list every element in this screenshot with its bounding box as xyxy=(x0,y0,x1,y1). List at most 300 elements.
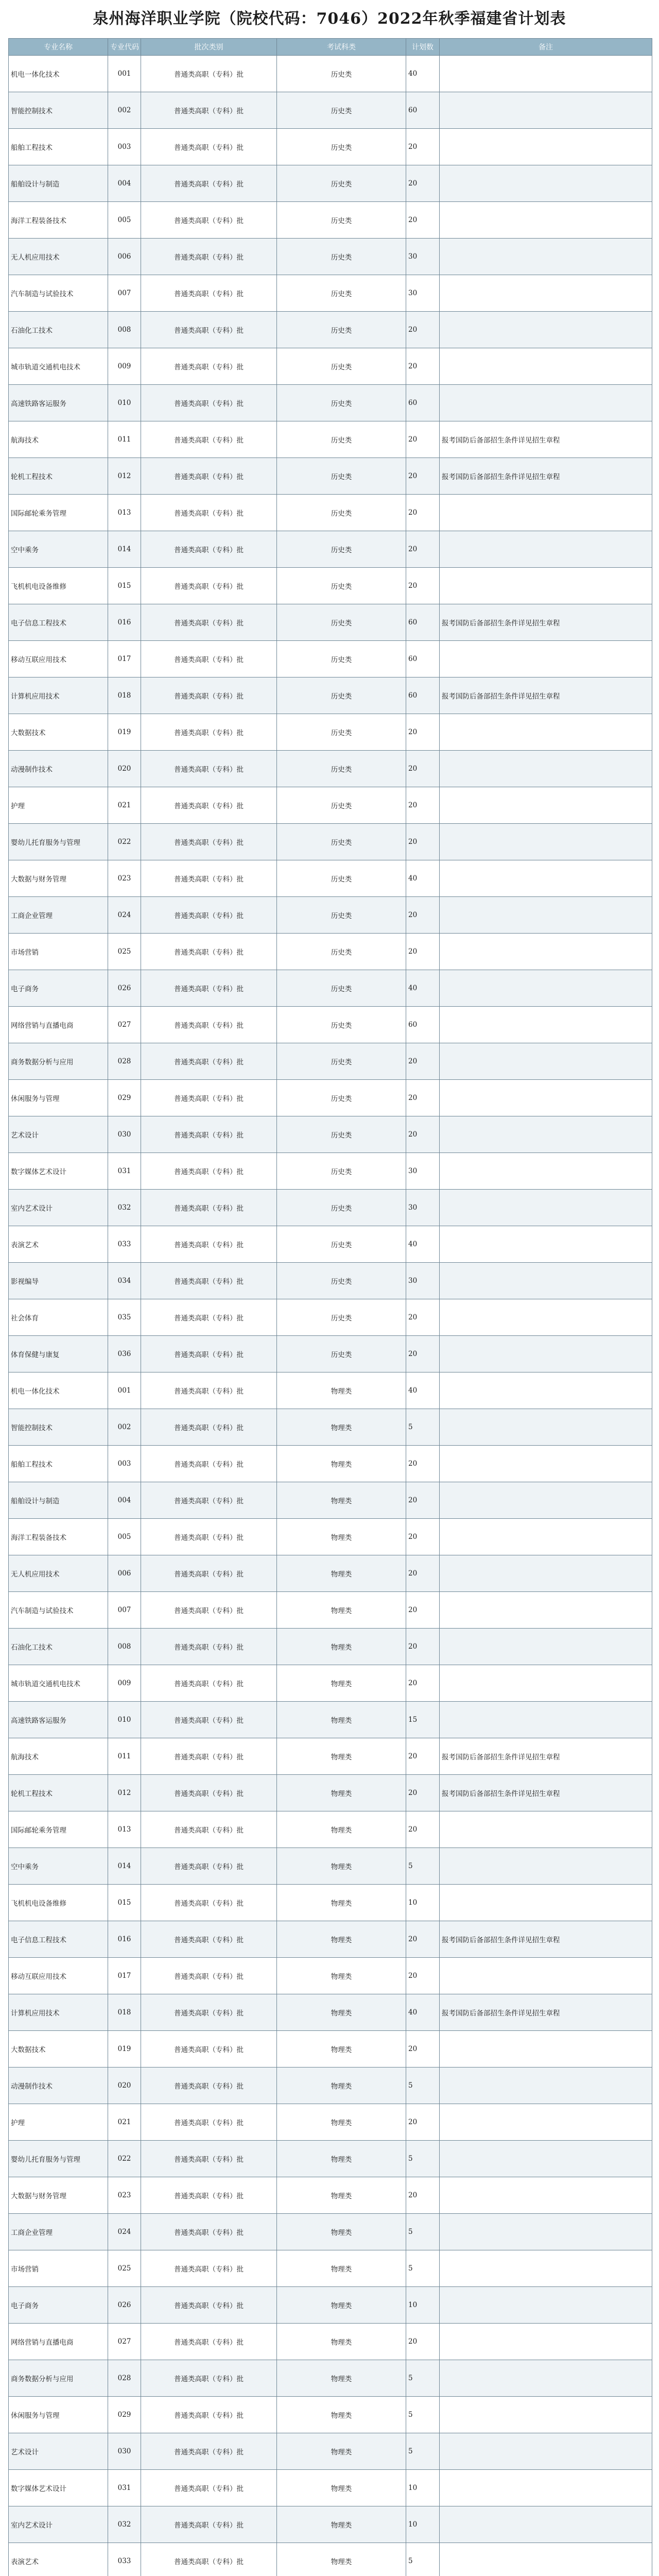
table-row xyxy=(9,2031,652,2067)
page-title: 泉州海洋职业学院（院校代码：7046）2022年秋季福建省计划表 xyxy=(93,10,566,28)
level-cell: 普通类高职（专科）批 xyxy=(141,1446,277,1482)
level-cell: 普通类高职（专科）批 xyxy=(141,239,277,275)
major-code-cell: 023 xyxy=(108,2177,141,2214)
level-cell: 普通类高职（专科）批 xyxy=(141,2470,277,2506)
major-name-cell: 电子商务 xyxy=(9,970,108,1007)
level-cell: 普通类高职（专科）批 xyxy=(141,348,277,385)
note-cell xyxy=(440,2287,652,2324)
category-cell: 物理类 xyxy=(277,2214,406,2250)
major-name-cell: 社会体育 xyxy=(9,1299,108,1336)
table-row xyxy=(9,2067,652,2104)
category-cell: 历史类 xyxy=(277,239,406,275)
major-code-cell: 004 xyxy=(108,165,141,202)
table-row xyxy=(9,1519,652,1555)
plan-count-cell: 20 xyxy=(406,1958,440,1994)
major-code-cell: 030 xyxy=(108,1116,141,1153)
category-cell: 物理类 xyxy=(277,2287,406,2324)
note-cell xyxy=(440,897,652,934)
major-name-cell: 机电一体化技术 xyxy=(9,1372,108,1409)
major-code-cell: 017 xyxy=(108,641,141,677)
level-cell: 普通类高职（专科）批 xyxy=(141,458,277,495)
table-row xyxy=(9,92,652,129)
category-cell: 历史类 xyxy=(277,934,406,970)
plan-count-cell: 40 xyxy=(406,56,440,92)
level-cell: 普通类高职（专科）批 xyxy=(141,1994,277,2031)
level-cell: 普通类高职（专科）批 xyxy=(141,385,277,421)
note-cell: 报考国防后备部招生条件详见招生章程 xyxy=(440,604,652,641)
plan-count-cell: 20 xyxy=(406,1519,440,1555)
major-name-cell: 表演艺术 xyxy=(9,1226,108,1263)
major-name-cell: 飞机机电设备维修 xyxy=(9,1885,108,1921)
note-cell xyxy=(440,92,652,129)
major-code-cell: 029 xyxy=(108,1080,141,1116)
table-row xyxy=(9,1958,652,1994)
table-row xyxy=(9,56,652,92)
major-name-cell: 工商企业管理 xyxy=(9,2214,108,2250)
plan-count-cell: 20 xyxy=(406,2324,440,2360)
level-cell: 普通类高职（专科）批 xyxy=(141,1885,277,1921)
plan-count-cell: 20 xyxy=(406,714,440,751)
major-name-cell: 汽车制造与试验技术 xyxy=(9,275,108,312)
major-name-cell: 婴幼儿托育服务与管理 xyxy=(9,2141,108,2177)
table-row xyxy=(9,714,652,751)
level-cell: 普通类高职（专科）批 xyxy=(141,1153,277,1190)
note-cell xyxy=(440,2360,652,2397)
level-cell: 普通类高职（专科）批 xyxy=(141,1555,277,1592)
level-cell: 普通类高职（专科）批 xyxy=(141,1080,277,1116)
note-cell xyxy=(440,531,652,568)
level-cell: 普通类高职（专科）批 xyxy=(141,860,277,897)
table-row xyxy=(9,1775,652,1811)
category-cell: 物理类 xyxy=(277,1446,406,1482)
table-row xyxy=(9,1299,652,1336)
major-code-cell: 003 xyxy=(108,1446,141,1482)
plan-count-cell: 20 xyxy=(406,1738,440,1775)
table-row xyxy=(9,239,652,275)
major-code-cell: 020 xyxy=(108,2067,141,2104)
category-cell: 历史类 xyxy=(277,1226,406,1263)
table-row xyxy=(9,1446,652,1482)
major-code-cell: 027 xyxy=(108,2324,141,2360)
major-name-cell: 电子信息工程技术 xyxy=(9,604,108,641)
header-note: 备注 xyxy=(440,39,652,56)
table-row xyxy=(9,495,652,531)
category-cell: 历史类 xyxy=(277,531,406,568)
category-cell: 历史类 xyxy=(277,1116,406,1153)
major-name-cell: 航海技术 xyxy=(9,1738,108,1775)
level-cell: 普通类高职（专科）批 xyxy=(141,1921,277,1958)
category-cell: 物理类 xyxy=(277,1519,406,1555)
level-cell: 普通类高职（专科）批 xyxy=(141,1190,277,1226)
plan-count-cell: 5 xyxy=(406,2250,440,2287)
category-cell: 历史类 xyxy=(277,1043,406,1080)
category-cell: 物理类 xyxy=(277,2141,406,2177)
note-cell xyxy=(440,568,652,604)
major-name-cell: 城市轨道交通机电技术 xyxy=(9,348,108,385)
category-cell: 历史类 xyxy=(277,568,406,604)
major-code-cell: 024 xyxy=(108,2214,141,2250)
category-cell: 物理类 xyxy=(277,2177,406,2214)
note-cell xyxy=(440,1629,652,1665)
major-name-cell: 国际邮轮乘务管理 xyxy=(9,495,108,531)
major-name-cell: 市场营销 xyxy=(9,2250,108,2287)
level-cell: 普通类高职（专科）批 xyxy=(141,1738,277,1775)
major-name-cell: 石油化工技术 xyxy=(9,312,108,348)
plan-count-cell: 20 xyxy=(406,1080,440,1116)
note-cell xyxy=(440,1555,652,1592)
note-cell xyxy=(440,2031,652,2067)
table-row xyxy=(9,2360,652,2397)
plan-count-cell: 20 xyxy=(406,2031,440,2067)
note-cell xyxy=(440,1043,652,1080)
level-cell: 普通类高职（专科）批 xyxy=(141,275,277,312)
level-cell: 普通类高职（专科）批 xyxy=(141,1702,277,1738)
major-name-cell: 大数据与财务管理 xyxy=(9,860,108,897)
note-cell xyxy=(440,2324,652,2360)
table-row xyxy=(9,1921,652,1958)
major-name-cell: 数字媒体艺术设计 xyxy=(9,1153,108,1190)
category-cell: 物理类 xyxy=(277,2250,406,2287)
category-cell: 历史类 xyxy=(277,275,406,312)
level-cell: 普通类高职（专科）批 xyxy=(141,312,277,348)
major-name-cell: 国际邮轮乘务管理 xyxy=(9,1811,108,1848)
major-name-cell: 室内艺术设计 xyxy=(9,1190,108,1226)
major-name-cell: 飞机机电设备维修 xyxy=(9,568,108,604)
table-row xyxy=(9,824,652,860)
major-code-cell: 024 xyxy=(108,897,141,934)
table-row xyxy=(9,1336,652,1372)
plan-count-cell: 30 xyxy=(406,1263,440,1299)
note-cell xyxy=(440,2214,652,2250)
table-row xyxy=(9,312,652,348)
category-cell: 历史类 xyxy=(277,92,406,129)
table-row xyxy=(9,2214,652,2250)
major-name-cell: 影视编导 xyxy=(9,1263,108,1299)
header-level: 批次类别 xyxy=(141,39,277,56)
note-cell xyxy=(440,129,652,165)
level-cell: 普通类高职（专科）批 xyxy=(141,1263,277,1299)
plan-count-cell: 40 xyxy=(406,1372,440,1409)
note-cell xyxy=(440,1226,652,1263)
note-cell xyxy=(440,1116,652,1153)
major-name-cell: 船舶设计与制造 xyxy=(9,165,108,202)
major-name-cell: 空中乘务 xyxy=(9,1848,108,1885)
major-name-cell: 机电一体化技术 xyxy=(9,56,108,92)
category-cell: 历史类 xyxy=(277,824,406,860)
plan-table xyxy=(8,38,652,2576)
level-cell: 普通类高职（专科）批 xyxy=(141,568,277,604)
plan-count-cell: 20 xyxy=(406,1336,440,1372)
major-code-cell: 008 xyxy=(108,1629,141,1665)
level-cell: 普通类高职（专科）批 xyxy=(141,129,277,165)
level-cell: 普通类高职（专科）批 xyxy=(141,1116,277,1153)
plan-count-cell: 60 xyxy=(406,604,440,641)
table-row xyxy=(9,641,652,677)
level-cell: 普通类高职（专科）批 xyxy=(141,495,277,531)
major-code-cell: 007 xyxy=(108,275,141,312)
note-cell xyxy=(440,2104,652,2141)
level-cell: 普通类高职（专科）批 xyxy=(141,202,277,239)
major-name-cell: 休闲服务与管理 xyxy=(9,1080,108,1116)
major-code-cell: 026 xyxy=(108,2287,141,2324)
plan-count-cell: 30 xyxy=(406,239,440,275)
major-name-cell: 船舶工程技术 xyxy=(9,1446,108,1482)
major-code-cell: 018 xyxy=(108,677,141,714)
level-cell: 普通类高职（专科）批 xyxy=(141,934,277,970)
category-cell: 历史类 xyxy=(277,312,406,348)
level-cell: 普通类高职（专科）批 xyxy=(141,1409,277,1446)
level-cell: 普通类高职（专科）批 xyxy=(141,1519,277,1555)
note-cell xyxy=(440,202,652,239)
table-row xyxy=(9,934,652,970)
major-code-cell: 021 xyxy=(108,787,141,824)
category-cell: 物理类 xyxy=(277,1921,406,1958)
major-code-cell: 015 xyxy=(108,1885,141,1921)
table-row xyxy=(9,677,652,714)
plan-count-cell: 20 xyxy=(406,1116,440,1153)
level-cell: 普通类高职（专科）批 xyxy=(141,787,277,824)
plan-count-cell: 20 xyxy=(406,897,440,934)
note-cell xyxy=(440,1519,652,1555)
major-code-cell: 027 xyxy=(108,1007,141,1043)
table-row xyxy=(9,1738,652,1775)
note-cell xyxy=(440,1885,652,1921)
note-cell xyxy=(440,1848,652,1885)
note-cell xyxy=(440,1336,652,1372)
major-code-cell: 010 xyxy=(108,385,141,421)
level-cell: 普通类高职（专科）批 xyxy=(141,2214,277,2250)
table-header-row xyxy=(9,39,652,56)
note-cell xyxy=(440,2250,652,2287)
plan-count-cell: 60 xyxy=(406,1007,440,1043)
plan-count-cell: 20 xyxy=(406,421,440,458)
table-row xyxy=(9,604,652,641)
major-name-cell: 移动互联应用技术 xyxy=(9,641,108,677)
plan-count-cell: 20 xyxy=(406,934,440,970)
table-row xyxy=(9,531,652,568)
table-row xyxy=(9,787,652,824)
major-name-cell: 工商企业管理 xyxy=(9,897,108,934)
category-cell: 物理类 xyxy=(277,2543,406,2576)
major-name-cell: 体育保健与康复 xyxy=(9,1336,108,1372)
major-code-cell: 025 xyxy=(108,2250,141,2287)
plan-count-cell: 5 xyxy=(406,2141,440,2177)
category-cell: 历史类 xyxy=(277,787,406,824)
note-cell: 报考国防后备部招生条件详见招生章程 xyxy=(440,1921,652,1958)
plan-count-cell: 20 xyxy=(406,495,440,531)
major-code-cell: 005 xyxy=(108,1519,141,1555)
note-cell xyxy=(440,1153,652,1190)
plan-count-cell: 10 xyxy=(406,2287,440,2324)
level-cell: 普通类高职（专科）批 xyxy=(141,56,277,92)
major-name-cell: 计算机应用技术 xyxy=(9,677,108,714)
major-name-cell: 休闲服务与管理 xyxy=(9,2397,108,2433)
table-row xyxy=(9,1482,652,1519)
level-cell: 普通类高职（专科）批 xyxy=(141,1007,277,1043)
level-cell: 普通类高职（专科）批 xyxy=(141,1958,277,1994)
major-name-cell: 船舶设计与制造 xyxy=(9,1482,108,1519)
plan-count-cell: 20 xyxy=(406,1629,440,1665)
category-cell: 历史类 xyxy=(277,458,406,495)
category-cell: 物理类 xyxy=(277,2104,406,2141)
level-cell: 普通类高职（专科）批 xyxy=(141,2397,277,2433)
major-name-cell: 城市轨道交通机电技术 xyxy=(9,1665,108,1702)
major-code-cell: 011 xyxy=(108,421,141,458)
table-row xyxy=(9,1848,652,1885)
level-cell: 普通类高职（专科）批 xyxy=(141,2250,277,2287)
level-cell: 普通类高职（专科）批 xyxy=(141,1372,277,1409)
plan-count-cell: 30 xyxy=(406,1190,440,1226)
plan-count-cell: 10 xyxy=(406,2506,440,2543)
note-cell xyxy=(440,1446,652,1482)
major-name-cell: 商务数据分析与应用 xyxy=(9,1043,108,1080)
plan-count-cell: 5 xyxy=(406,2360,440,2397)
major-name-cell: 移动互联应用技术 xyxy=(9,1958,108,1994)
table-row xyxy=(9,1555,652,1592)
plan-count-cell: 20 xyxy=(406,568,440,604)
plan-count-cell: 20 xyxy=(406,751,440,787)
plan-count-cell: 20 xyxy=(406,312,440,348)
major-code-cell: 013 xyxy=(108,495,141,531)
major-name-cell: 轮机工程技术 xyxy=(9,1775,108,1811)
category-cell: 历史类 xyxy=(277,1299,406,1336)
major-name-cell: 电子商务 xyxy=(9,2287,108,2324)
major-code-cell: 004 xyxy=(108,1482,141,1519)
level-cell: 普通类高职（专科）批 xyxy=(141,92,277,129)
major-code-cell: 020 xyxy=(108,751,141,787)
table-row xyxy=(9,2543,652,2576)
table-row xyxy=(9,1994,652,2031)
table-row xyxy=(9,1190,652,1226)
table-row xyxy=(9,2397,652,2433)
level-cell: 普通类高职（专科）批 xyxy=(141,531,277,568)
major-code-cell: 010 xyxy=(108,1702,141,1738)
note-cell xyxy=(440,2543,652,2576)
table-row xyxy=(9,1372,652,1409)
major-name-cell: 轮机工程技术 xyxy=(9,458,108,495)
note-cell xyxy=(440,1665,652,1702)
plan-count-cell: 30 xyxy=(406,275,440,312)
plan-count-cell: 20 xyxy=(406,1299,440,1336)
level-cell: 普通类高职（专科）批 xyxy=(141,1848,277,1885)
major-code-cell: 009 xyxy=(108,1665,141,1702)
major-name-cell: 网络营销与直播电商 xyxy=(9,2324,108,2360)
plan-count-cell: 10 xyxy=(406,2470,440,2506)
note-cell xyxy=(440,2433,652,2470)
table-row xyxy=(9,421,652,458)
level-cell: 普通类高职（专科）批 xyxy=(141,824,277,860)
plan-count-cell: 20 xyxy=(406,1592,440,1629)
note-cell xyxy=(440,1190,652,1226)
table-row xyxy=(9,970,652,1007)
note-cell xyxy=(440,2397,652,2433)
table-row xyxy=(9,2141,652,2177)
note-cell xyxy=(440,1299,652,1336)
note-cell xyxy=(440,1263,652,1299)
major-name-cell: 石油化工技术 xyxy=(9,1629,108,1665)
note-cell xyxy=(440,275,652,312)
major-name-cell: 高速铁路客运服务 xyxy=(9,385,108,421)
level-cell: 普通类高职（专科）批 xyxy=(141,1336,277,1372)
plan-count-cell: 20 xyxy=(406,824,440,860)
level-cell: 普通类高职（专科）批 xyxy=(141,1592,277,1629)
category-cell: 物理类 xyxy=(277,1482,406,1519)
category-cell: 历史类 xyxy=(277,970,406,1007)
note-cell xyxy=(440,1007,652,1043)
plan-count-cell: 20 xyxy=(406,1482,440,1519)
category-cell: 历史类 xyxy=(277,495,406,531)
major-code-cell: 001 xyxy=(108,56,141,92)
major-name-cell: 航海技术 xyxy=(9,421,108,458)
table-row xyxy=(9,568,652,604)
major-name-cell: 室内艺术设计 xyxy=(9,2506,108,2543)
major-code-cell: 030 xyxy=(108,2433,141,2470)
category-cell: 物理类 xyxy=(277,2324,406,2360)
major-code-cell: 031 xyxy=(108,1153,141,1190)
major-code-cell: 028 xyxy=(108,1043,141,1080)
major-name-cell: 艺术设计 xyxy=(9,2433,108,2470)
note-cell: 报考国防后备部招生条件详见招生章程 xyxy=(440,677,652,714)
plan-count-cell: 15 xyxy=(406,1702,440,1738)
category-cell: 物理类 xyxy=(277,1885,406,1921)
level-cell: 普通类高职（专科）批 xyxy=(141,604,277,641)
note-cell xyxy=(440,385,652,421)
table-row xyxy=(9,2324,652,2360)
level-cell: 普通类高职（专科）批 xyxy=(141,1811,277,1848)
table-row xyxy=(9,1080,652,1116)
major-name-cell: 高速铁路客运服务 xyxy=(9,1702,108,1738)
header-category: 考试科类 xyxy=(277,39,406,56)
note-cell: 报考国防后备部招生条件详见招生章程 xyxy=(440,458,652,495)
major-code-cell: 036 xyxy=(108,1336,141,1372)
level-cell: 普通类高职（专科）批 xyxy=(141,714,277,751)
table-row xyxy=(9,129,652,165)
level-cell: 普通类高职（专科）批 xyxy=(141,1775,277,1811)
table-row xyxy=(9,2287,652,2324)
table-row xyxy=(9,2104,652,2141)
major-name-cell: 大数据技术 xyxy=(9,714,108,751)
table-row xyxy=(9,1409,652,1446)
category-cell: 历史类 xyxy=(277,348,406,385)
major-code-cell: 017 xyxy=(108,1958,141,1994)
plan-count-cell: 20 xyxy=(406,1555,440,1592)
table-row xyxy=(9,1116,652,1153)
major-code-cell: 022 xyxy=(108,824,141,860)
category-cell: 历史类 xyxy=(277,1007,406,1043)
major-code-cell: 032 xyxy=(108,1190,141,1226)
note-cell xyxy=(440,1811,652,1848)
table-row xyxy=(9,2177,652,2214)
note-cell xyxy=(440,751,652,787)
major-code-cell: 021 xyxy=(108,2104,141,2141)
plan-count-cell: 40 xyxy=(406,1226,440,1263)
note-cell xyxy=(440,714,652,751)
category-cell: 物理类 xyxy=(277,1958,406,1994)
major-code-cell: 031 xyxy=(108,2470,141,2506)
major-name-cell: 电子信息工程技术 xyxy=(9,1921,108,1958)
category-cell: 物理类 xyxy=(277,1702,406,1738)
note-cell xyxy=(440,239,652,275)
major-name-cell: 网络营销与直播电商 xyxy=(9,1007,108,1043)
category-cell: 物理类 xyxy=(277,2360,406,2397)
level-cell: 普通类高职（专科）批 xyxy=(141,2141,277,2177)
table-row xyxy=(9,385,652,421)
major-code-cell: 011 xyxy=(108,1738,141,1775)
level-cell: 普通类高职（专科）批 xyxy=(141,1043,277,1080)
note-cell xyxy=(440,495,652,531)
major-code-cell: 025 xyxy=(108,934,141,970)
note-cell xyxy=(440,165,652,202)
